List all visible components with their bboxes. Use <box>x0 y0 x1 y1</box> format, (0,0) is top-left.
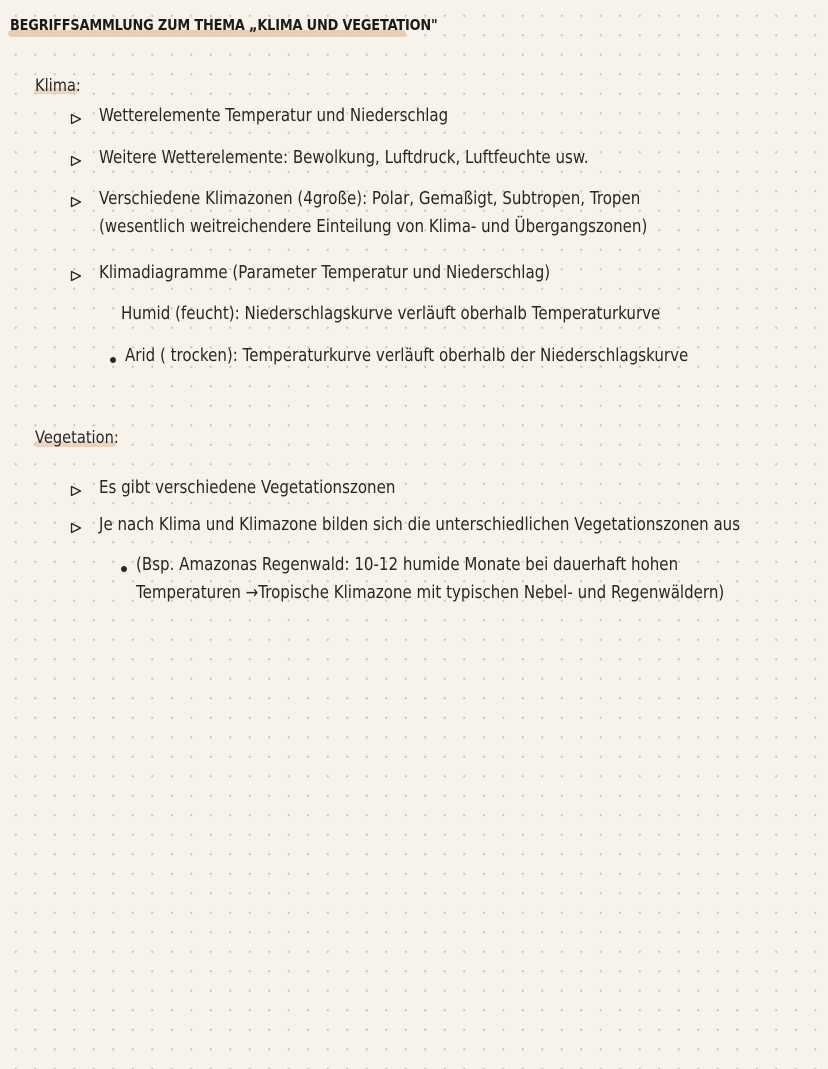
klima-sub-item-2 <box>110 348 780 370</box>
triangle-bullet-icon <box>70 155 82 167</box>
klima-heading: Klima: <box>35 76 81 96</box>
klima-sub-item-text: Humid (feucht): Niederschlagskurve verläuft oberhalb Temperaturkurve <box>121 304 661 324</box>
klima-item-line: Verschiedene Klimazonen (4große): Polar, Gemaßigt, Subtropen, Tropen <box>99 189 641 209</box>
vegetation-item-text: Es gibt verschiedene Vegetationszonen <box>99 478 396 498</box>
vegetation-heading: Vegetation: <box>35 428 119 448</box>
triangle-bullet-icon <box>70 270 82 282</box>
triangle-bullet-icon <box>70 485 82 497</box>
vegetation-sub-item-line: (Bsp. Amazonas Regenwald: 10-12 humide Monate bei dauerhaft hohen <box>136 555 679 575</box>
klima-item-line: (wesentlich weitreichendere Einteilung von Klima- und Übergangszonen) <box>99 217 648 237</box>
klima-item-text: Wetterelemente Temperatur und Niederschlag <box>99 106 449 126</box>
vegetation-item-2 <box>70 517 828 539</box>
klima-item-text <box>99 185 647 241</box>
klima-item-4 <box>70 265 624 287</box>
triangle-bullet-icon <box>70 196 82 208</box>
dot-bullet-icon <box>110 357 116 363</box>
page-title: BEGRIFFSAMMLUNG ZUM THEMA „KLIMA UND VEGETATION" <box>10 16 438 34</box>
vegetation-sub-item-1 <box>121 557 820 607</box>
triangle-bullet-icon <box>70 113 82 125</box>
vegetation-item-1 <box>70 480 444 502</box>
vegetation-sub-item-line: Temperaturen →Tropische Klimazone mit typischen Nebel- und Regenwäldern) <box>136 583 725 603</box>
vegetation-sub-item-text <box>136 551 724 607</box>
klima-item-2 <box>70 150 668 172</box>
klima-item-text: Weitere Wetterelemente: Bewolkung, Luftdruck, Luftfeuchte usw. <box>99 148 589 168</box>
klima-item-3 <box>70 191 737 241</box>
vegetation-item-text: Je nach Klima und Klimazone bilden sich die unterschiedlichen Vegetationszonen aus <box>99 515 741 535</box>
klima-sub-item-text: Arid ( trocken): Temperaturkurve verläuft oberhalb der Niederschlagskurve <box>125 346 689 366</box>
klima-sub-item-1 <box>121 306 748 328</box>
klima-item-text: Klimadiagramme (Parameter Temperatur und Niederschlag) <box>99 263 551 283</box>
klima-item-1 <box>70 108 505 130</box>
triangle-bullet-icon <box>70 522 82 534</box>
dot-bullet-icon <box>121 566 127 572</box>
